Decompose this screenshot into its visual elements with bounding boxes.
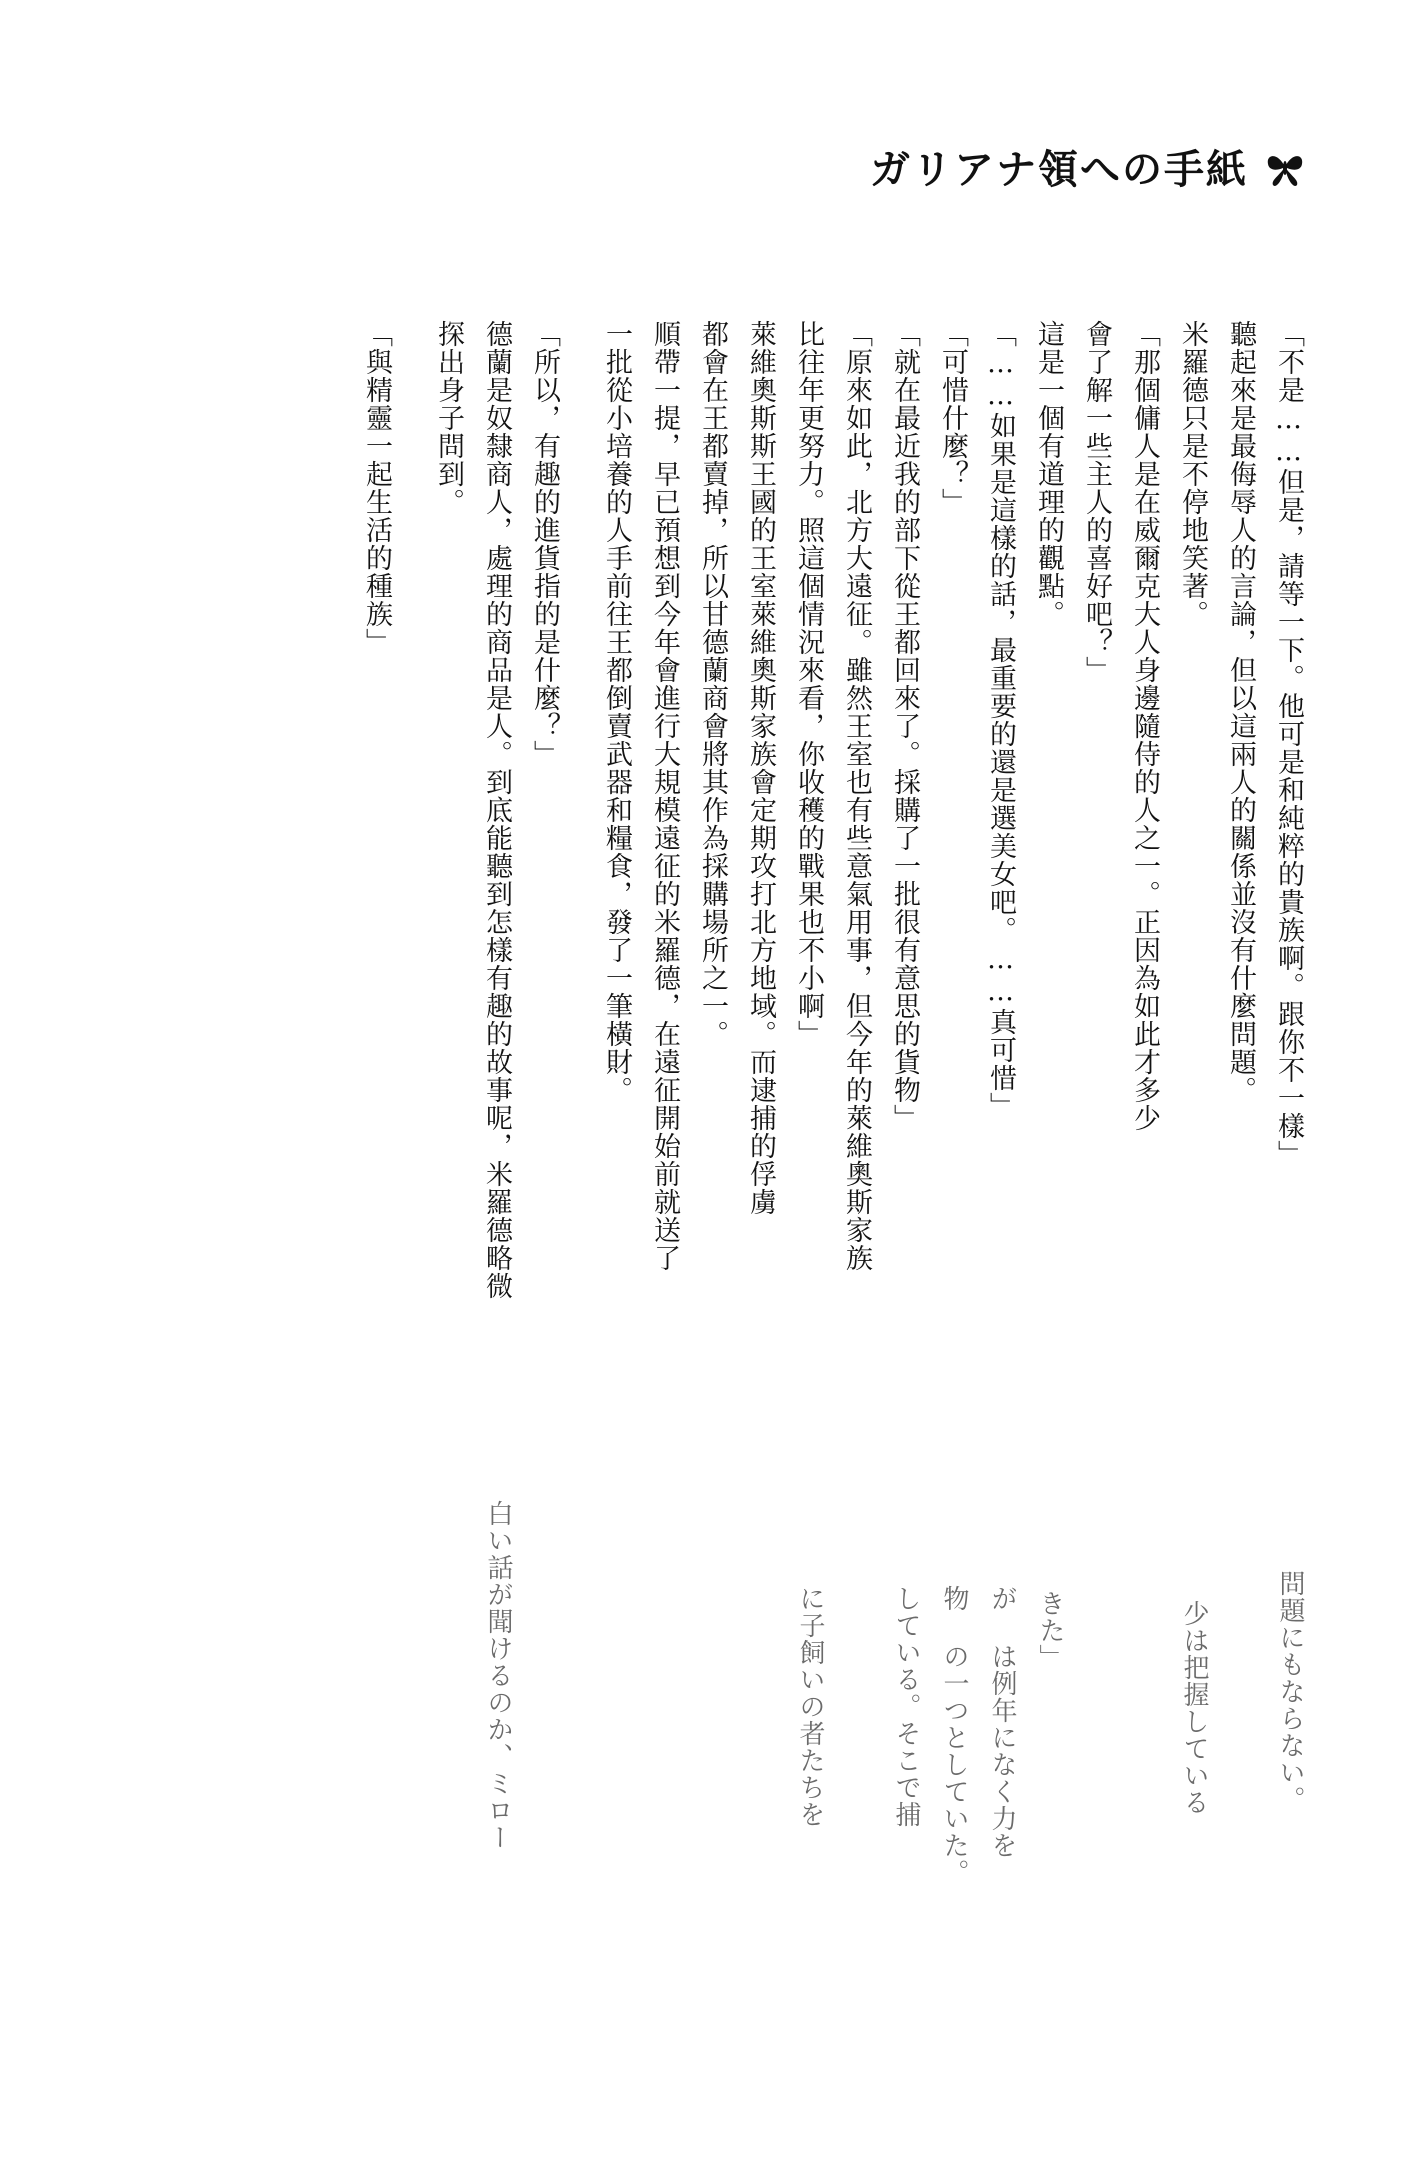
- body-column: 「就在最近我的部下從王都回來了。採購了一批很有意思的貨物」: [889, 320, 920, 1132]
- body-column: 「……如果是這樣的話，最重要的還是選美女吧。……真可惜」: [985, 320, 1016, 1120]
- body-column: 「可惜什麼？」: [937, 320, 968, 516]
- page-title: ガリアナ領への手紙: [870, 146, 1248, 193]
- ghost-column: が は例年になく力を: [987, 1585, 1017, 1859]
- body-column: 「原來如此，北方大遠征。雖然王室也有些意氣用事，但今年的萊維奧斯家族: [841, 320, 872, 1272]
- ghost-column: 問題にもならない。: [1275, 1570, 1305, 1813]
- ghost-column: 物 の一つとしていた。: [939, 1585, 969, 1886]
- page-header: [870, 138, 1308, 195]
- body-column: 一批從小培養的人手前往王都倒賣武器和糧食，發了一筆橫財。: [601, 320, 632, 1104]
- body-column: 都會在王都賣掉，所以甘德蘭商會將其作為採購場所之一。: [697, 320, 728, 1048]
- body-column: 會了解一些主人的喜好吧？」: [1081, 320, 1112, 684]
- body-column: 德蘭是奴隸商人，處理的商品是人。到底能聽到怎樣有趣的故事呢，米羅德略微: [481, 320, 512, 1300]
- body-column: 「所以，有趣的進貨指的是什麼？」: [529, 320, 560, 768]
- body-column: 這是一個有道理的觀點。: [1033, 320, 1064, 628]
- body-column: 順帶一提，早已預想到今年會進行大規模遠征的米羅德，在遠征開始前就送了: [649, 320, 680, 1272]
- body-column: 探出身子問到。: [433, 320, 464, 516]
- body-column: 萊維奧斯斯王國的王室萊維奧斯家族會定期攻打北方地域。而逮捕的俘虜: [745, 320, 776, 1216]
- body-column: 比往年更努力。照這個情況來看，你收穫的戰果也不小啊」: [793, 320, 824, 1048]
- ghost-column: 白い話が聞けるのか、ミロー: [483, 1500, 513, 1851]
- ghost-column: に子飼いの者たちを: [795, 1585, 825, 1828]
- body-column: 「那個傭人是在威爾克大人身邊隨侍的人之一。正因為如此才多少: [1129, 320, 1160, 1132]
- ghost-column: 少は把握している: [1179, 1600, 1209, 1816]
- butterfly-ornament-icon: [1262, 144, 1308, 190]
- body-column: 米羅德只是不停地笑著。: [1177, 320, 1208, 628]
- ghost-column: きた」: [1035, 1590, 1065, 1671]
- body-column: 「不是……但是，請等一下。他可是和純粹的貴族啊。跟你不一樣」: [1273, 320, 1304, 1168]
- body-column: 「與精靈一起生活的種族」: [361, 320, 392, 656]
- body-column: 聽起來是最侮辱人的言論，但以這兩人的關係並沒有什麼問題。: [1225, 320, 1256, 1104]
- ghost-column: している。そこで捕: [891, 1585, 921, 1828]
